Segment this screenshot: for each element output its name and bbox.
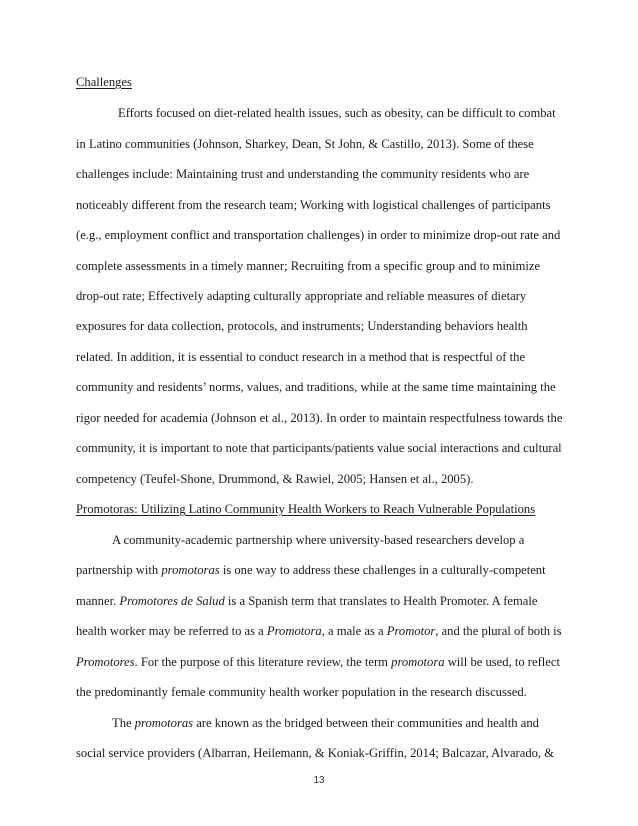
text-run: is a Spanish term that translates to Health Promoter. A female — [224, 594, 538, 608]
italic-term: promotoras — [161, 563, 220, 577]
text-run: , a male as a — [321, 624, 387, 638]
paragraph-line: community and residents’ norms, values, and traditions, while at the same time maintaining the — [76, 380, 556, 394]
text-run: will be used, to reflect — [444, 655, 560, 669]
paragraph-line: noticeably different from the research team; Working with logistical challenges of participants — [76, 198, 551, 212]
paragraph-line — [76, 593, 565, 609]
paragraph-line: (e.g., employment conflict and transportation challenges) in order to minimize drop-out rate and — [76, 228, 561, 242]
paragraph-line: in Latino communities (Johnson, Sharkey, Dean, St John, & Castillo, 2013). Some of these — [76, 137, 534, 151]
text-run: is one way to address these challenges in a culturally-competent — [219, 563, 546, 577]
text-run: partnership with — [76, 563, 162, 577]
text-run: , and the plural of both is — [435, 624, 562, 638]
paragraph-line: community, it is important to note that participants/patients value social interactions and cultural — [76, 441, 562, 455]
paragraph-line: drop-out rate; Effectively adapting culturally appropriate and reliable measures of dietary — [76, 289, 527, 303]
paragraph-line: challenges include: Maintaining trust and understanding the community residents who are — [76, 167, 530, 181]
paragraph-line: social service providers (Albarran, Heilemann, & Koniak-Griffin, 2014; Balcazar, Alvarado, & — [76, 746, 555, 760]
text-run: The — [112, 716, 135, 730]
paragraph-line: the predominantly female community health worker population in the research discussed. — [76, 685, 527, 699]
paragraph-line: A community-academic partnership where university-based researchers develop a — [112, 533, 525, 547]
text-run: are known as the bridged between their communities and health and — [193, 716, 539, 730]
paragraph-line: exposures for data collection, protocols, and instruments; Understanding behaviors health — [76, 319, 528, 333]
text-run: . For the purpose of this literature review, the term — [134, 655, 392, 669]
paragraph-line: related. In addition, it is essential to conduct research in a method that is respectful of the — [76, 350, 526, 364]
text-run: health worker may be referred to as a — [76, 624, 267, 638]
paragraph-line: complete assessments in a timely manner; Recruiting from a specific group and to minimize — [76, 259, 541, 273]
italic-term: promotora — [391, 655, 445, 669]
paragraph-line — [76, 654, 565, 670]
italic-term: Promotores de Salud — [119, 594, 225, 608]
italic-term: promotoras — [134, 716, 194, 730]
paragraph-line: rigor needed for academia (Johnson et al., 2013). In order to maintain respectfulness towards the — [76, 411, 563, 425]
text-run: manner. — [76, 594, 120, 608]
italic-term: Promotor — [386, 624, 436, 638]
italic-term: Promotores — [76, 655, 135, 669]
italic-term: Promotora — [266, 624, 322, 638]
paragraph-line — [112, 715, 565, 731]
paragraph-line: competency (Teufel-Shone, Drummond, & Rawiel, 2005; Hansen et al., 2005). — [76, 472, 474, 486]
section-heading-challenges: Challenges — [76, 75, 132, 89]
page-number: 13 — [313, 775, 325, 786]
paragraph-line — [76, 623, 565, 639]
paragraph-line — [76, 562, 565, 578]
paragraph-line: Efforts focused on diet-related health issues, such as obesity, can be difficult to combat — [118, 106, 556, 120]
section-heading-promotoras: Promotoras: Utilizing Latino Community Health Workers to Reach Vulnerable Populations — [76, 502, 536, 516]
